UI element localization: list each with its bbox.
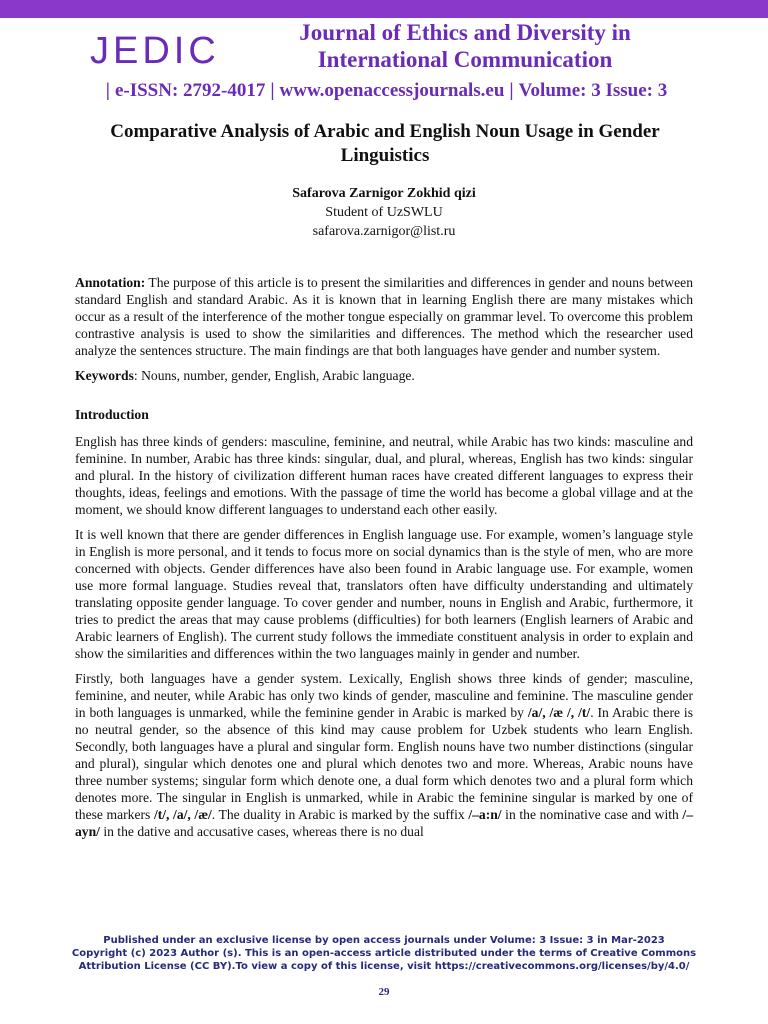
intro-paragraph-2: It is well known that there are gender differences in English language use. For example, women’s language style in English is more personal, and it tends to focus more on social dynamics than is the style of men, who are more concerned with objects. Gender differences have also been found in Arabic language use. For example, women use more formal language. Studies reveal that, translators often have difficulty understanding and ultimately translating opposite gender language. To cover gender and number, nouns in English and Arabic, furthermore, it tries to predict the areas that may cause problems (difficulties) for both learners (English learners of Arabic and Arabic learners of English). The current study follows the immediate constituent analysis in order to explain and show the similarities and differences within the two languages mainly in gender and number.	[75, 527, 693, 661]
keywords-label: Keywords	[75, 368, 134, 383]
journal-info-line	[0, 80, 768, 102]
footer-line-1: Published under an exclusive license by open access journals under Volume: 3 Issue: 3 in Mar-2023	[103, 935, 665, 946]
journal-title: Journal of Ethics and Diversity in International Communication	[299, 20, 631, 72]
author-email[interactable]: safarova.zarnigor@list.ru	[312, 224, 456, 239]
text-run: Firstly, both languages have a gender system. Lexically, English shows three kinds of gender; masculine, feminine, and neuter, while Arabic has only two kinds of gender, masculine and feminine. The masculine gender in both languages is unmarked, while the feminine gender in Arabic is marked by	[75, 671, 693, 720]
phoneme-marker: /–ayn/	[75, 807, 693, 839]
phoneme-marker: /t/, /a/, /æ/	[153, 807, 212, 822]
page-number: 29	[378, 986, 390, 998]
paper-title: Comparative Analysis of Arabic and English Noun Usage in Gender Linguistics	[110, 121, 660, 166]
article-body	[75, 274, 693, 848]
phoneme-marker: /–a:n/	[468, 807, 502, 822]
journal-logo: JEDIC	[90, 30, 220, 72]
intro-paragraph-3	[75, 670, 693, 840]
header-color-bar	[0, 0, 768, 18]
footer-line-3: Attribution License (CC BY).To view a copy of this license, visit https://creativecommons.org/licenses/by/4.0/	[78, 961, 690, 972]
separator: |	[509, 80, 514, 101]
text-run: in the nominative case and with	[501, 807, 683, 822]
annotation-label: Annotation:	[75, 275, 146, 290]
author-affiliation: Student of UzSWLU	[325, 205, 443, 220]
phoneme-marker: /a/, /æ /, /t/	[527, 705, 591, 720]
intro-paragraph-1: English has three kinds of genders: masculine, feminine, and neutral, while Arabic has two kinds: masculine and feminine. In number, Arabic has three kinds: singular, dual, and plural, whereas, English has two kinds: singular and plural. In the history of civilization different human races have created different languages to express their thoughts, ideas, feelings and emotions. With the passage of time the world has become a global village and at the moment, we should know different languages to understand each other easily.	[75, 434, 693, 517]
author-name: Safarova Zarnigor Zokhid qizi	[292, 186, 476, 201]
text-run: . The duality in Arabic is marked by the suffix	[211, 807, 469, 822]
annotation-paragraph	[75, 274, 693, 359]
keywords-text: : Nouns, number, gender, English, Arabic language.	[133, 368, 415, 383]
footer-line-2: Copyright (c) 2023 Author (s). This is an open-access article distributed under the terms of Creative Commons	[71, 948, 697, 959]
issn: e-ISSN: 2792-4017	[114, 80, 266, 101]
keywords-paragraph	[75, 367, 693, 384]
section-heading-introduction: Introduction	[75, 407, 149, 422]
license-footer	[60, 934, 708, 973]
text-run: . In Arabic there is no neutral gender, so the absence of this kind may cause problem for Uzbek students who learn English. Secondly, both languages have a plural and singular form. English nouns have two number distinctions (singular and plural), singular which denotes one and plural which denotes two and more. Whereas, Arabic nouns have three number systems; singular form which denote one, a dual form which denotes two and a plural form which denotes more. The singular in English is unmarked, while in Arabic the feminine singular is marked by one of these markers	[75, 705, 693, 822]
text-run: in the dative and accusative cases, whereas there is no dual	[99, 824, 424, 839]
separator: |	[270, 80, 275, 101]
volume-issue: Volume: 3 Issue: 3	[518, 80, 668, 101]
annotation-text: The purpose of this article is to present the similarities and differences in gender and nouns between standard English and standard Arabic. As it is known that in learning English there are many mistakes which occur as a result of the interference of the mother tongue especially on grammar level. To overcome this problem contrastive analysis is used to show the similarities and differences. The method which the researcher used analyze the sentences structure. The main findings are that both languages have gender and number system.	[75, 275, 693, 358]
website-link[interactable]: www.openaccessjournals.eu	[279, 80, 505, 101]
separator: |	[105, 80, 110, 101]
